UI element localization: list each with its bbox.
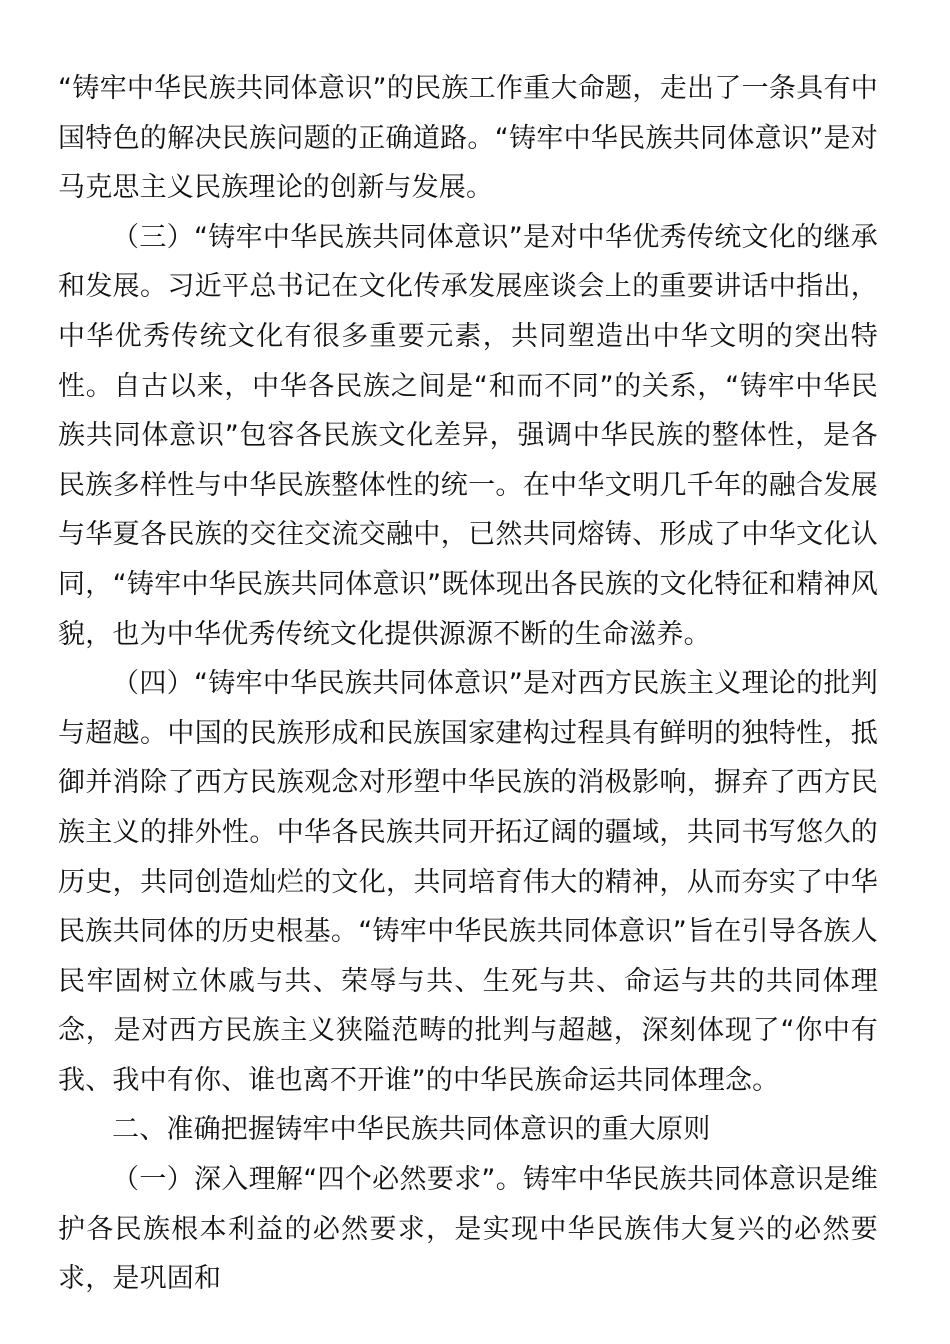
paragraph-continued: “铸牢中华民族共同体意识”的民族工作重大命题，走出了一条具有中国特色的解决民族问题的正确道路。“铸牢中华民族共同体意识”是对马克思主义民族理论的创新与发展。 (58, 73, 878, 204)
paragraph-section-4: （四）“铸牢中华民族共同体意识”是对西方民族主义理论的批判与超越。中国的民族形成和民族国家建构过程具有鲜明的独特性，抵御并消除了西方民族观念对形塑中华民族的消极影响，摒弃了西方民族主义的排外性。中华各民族共同开拓辽阔的疆域，共同书写悠久的历史，共同创造灿烂的文化，共同培育伟大的精神，从而夯实了中华民族共同体的历史根基。“铸牢中华民族共同体意识”旨在引导各族人民牢固树立休戚与共、荣辱与共、生死与共、命运与共的共同体理念，是对西方民族主义狭隘范畴的批判与超越，深刻体现了“你中有我、我中有你、谁也离不开谁”的中华民族命运共同体理念。 (58, 668, 878, 1096)
paragraph-section-3: （三）“铸牢中华民族共同体意识”是对中华优秀传统文化的继承和发展。习近平总书记在文化传承发展座谈会上的重要讲话中指出，中华优秀传统文化有很多重要元素，共同塑造出中华文明的突出特性。自古以来，中华各民族之间是“和而不同”的关系，“铸牢中华民族共同体意识”包容各民族文化差异，强调中华民族的整体性，是各民族多样性与中华民族整体性的统一。在中华文明几千年的融合发展与华夏各民族的交往交流交融中，已然共同熔铸、形成了中华文化认同，“铸牢中华民族共同体意识”既体现出各民族的文化特征和精神风貌，也为中华优秀传统文化提供源源不断的生命滋养。 (58, 221, 878, 650)
paragraph-principle-1: （一）深入理解“四个必然要求”。铸牢中华民族共同体意识是维护各民族根本利益的必然要求，是实现中华民族伟大复兴的必然要求，是巩固和 (58, 1164, 878, 1295)
section-heading: 二、准确把握铸牢中华民族共同体意识的重大原则 (112, 1114, 711, 1146)
